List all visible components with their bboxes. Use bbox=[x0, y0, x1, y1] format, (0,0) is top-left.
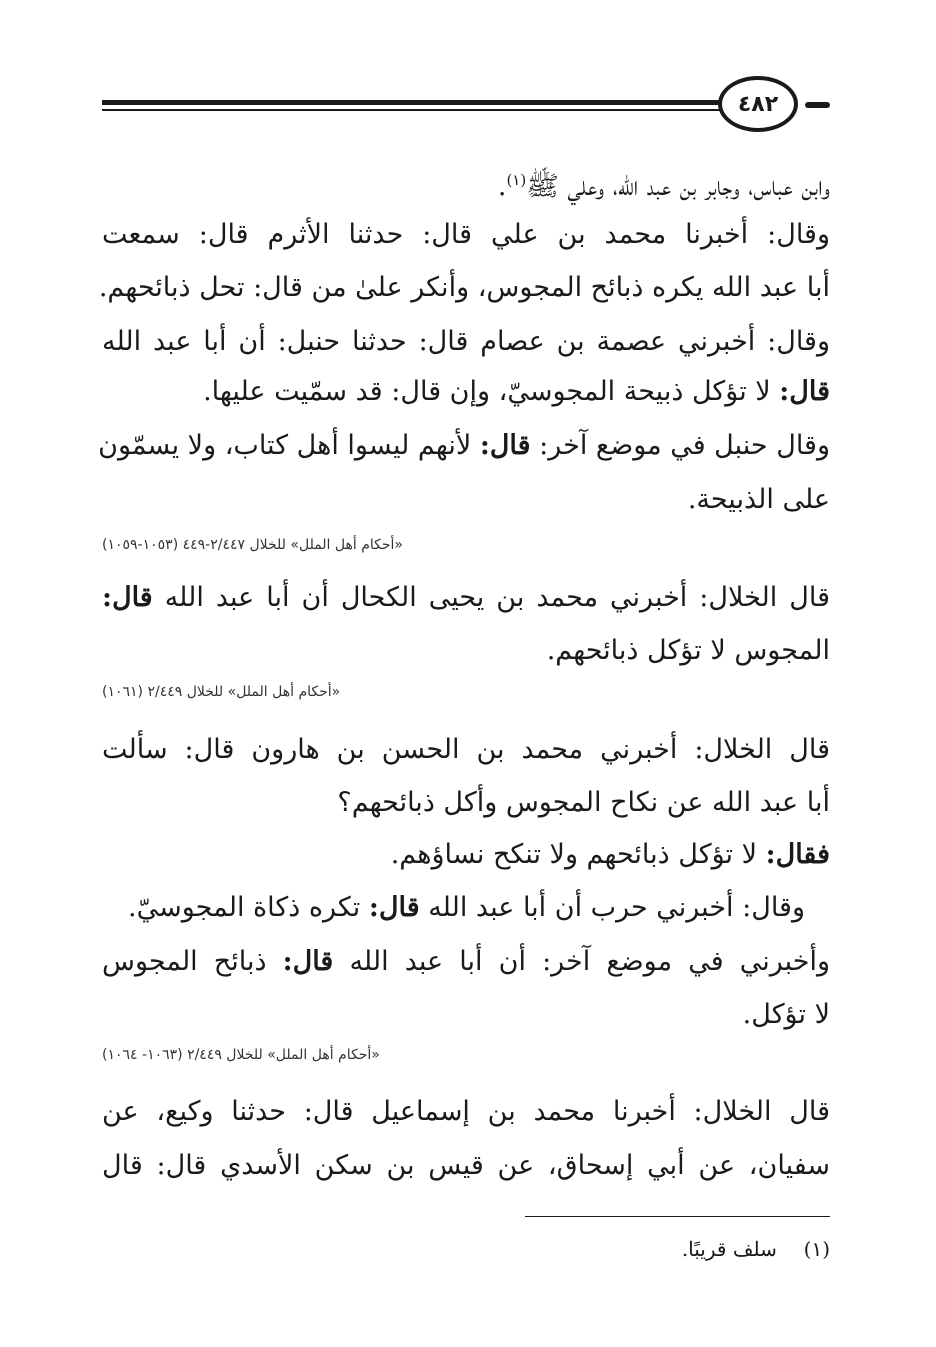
page-number: ٤٨٢ bbox=[718, 76, 798, 132]
text-line bbox=[102, 942, 830, 982]
bold-faqal: فقال: bbox=[765, 839, 830, 870]
text-line bbox=[102, 888, 830, 928]
footnote-ref[interactable]: (١) bbox=[506, 171, 527, 189]
citation: «أحكام أهل الملل» للخلال ٢/٤٤٩ (١٠٦٣- ١٠٦٤) bbox=[102, 1047, 380, 1063]
text-line bbox=[102, 372, 830, 412]
text-segment: . bbox=[497, 171, 507, 202]
text-line: المجوس لا تؤكل ذبائحهم. bbox=[546, 635, 830, 666]
text-line bbox=[102, 160, 830, 207]
text-segment: وقال حنبل في موضع آخر: bbox=[530, 430, 830, 461]
text-segment: وقال: أخبرني حرب أن أبا عبد الله bbox=[419, 892, 805, 923]
text-segment: ذبائح المجوس bbox=[102, 946, 283, 977]
citation: «أحكام أهل الملل» للخلال ٢/٤٤٩ (١٠٦١) bbox=[102, 684, 341, 700]
footnote-separator bbox=[525, 1216, 830, 1217]
text-segment: لا تؤكل ذبيحة المجوسيّ، وإن قال: قد سمّيت عليها. bbox=[203, 376, 780, 407]
text-segment: لا تؤكل ذبائحهم ولا تنكح نساؤهم. bbox=[390, 839, 766, 870]
text-line: قال الخلال: أخبرنا محمد بن إسماعيل قال: حدثنا وكيع، عن bbox=[102, 1096, 830, 1127]
bold-qal: قال: bbox=[282, 946, 334, 977]
text-segment: لأنهم ليسوا أهل كتاب، ولا يسمّون bbox=[98, 430, 480, 461]
footnote-number: (١) bbox=[803, 1237, 830, 1261]
footnote-text: سلف قريبًا. bbox=[681, 1237, 777, 1261]
bold-qal: قال: bbox=[368, 892, 420, 923]
text-line: على الذبيحة. bbox=[687, 484, 830, 515]
text-segment: وابن عباس، وجابر بن عبد الله، وعلي ﷺ bbox=[526, 171, 830, 202]
text-line: لا تؤكل. bbox=[742, 999, 830, 1030]
text-line: وقال: أخبرني عصمة بن عصام قال: حدثنا حنبل: أن أبا عبد الله bbox=[102, 326, 830, 357]
page-header bbox=[0, 72, 936, 142]
text-segment: قال الخلال: أخبرني محمد بن يحيى الكحال أن أبا عبد الله bbox=[152, 582, 830, 613]
text-segment: تكره ذكاة المجوسيّ. bbox=[128, 892, 369, 923]
text-line bbox=[98, 426, 830, 466]
text-line: قال الخلال: أخبرني محمد بن الحسن بن هارون قال: سألت bbox=[102, 734, 830, 765]
header-rule-thick bbox=[102, 100, 722, 105]
bold-qal: قال: bbox=[779, 376, 830, 407]
text-line: أبا عبد الله يكره ذبائح المجوس، وأنكر علىٰ من قال: تحل ذبائحهم. bbox=[98, 272, 830, 303]
header-rule-thin bbox=[102, 109, 722, 111]
citation: «أحكام أهل الملل» للخلال ٢/٤٤٧-٤٤٩ (١٠٥٣-١٠٥٩) bbox=[102, 537, 403, 553]
text-line: وقال: أخبرنا محمد بن علي قال: حدثنا الأثرم قال: سمعت bbox=[102, 219, 830, 250]
text-line: سفيان، عن أبي إسحاق، عن قيس بن سكن الأسدي قال: قال bbox=[102, 1150, 830, 1181]
footnote bbox=[682, 1234, 830, 1264]
header-ornament bbox=[805, 102, 830, 108]
text-line bbox=[102, 578, 830, 618]
text-line: أبا عبد الله عن نكاح المجوس وأكل ذبائحهم؟ bbox=[337, 787, 830, 818]
text-line bbox=[102, 835, 830, 875]
text-segment: وأخبرني في موضع آخر: أن أبا عبد الله bbox=[333, 946, 831, 977]
bold-qal: قال: bbox=[102, 582, 153, 613]
bold-qal: قال: bbox=[479, 430, 531, 461]
